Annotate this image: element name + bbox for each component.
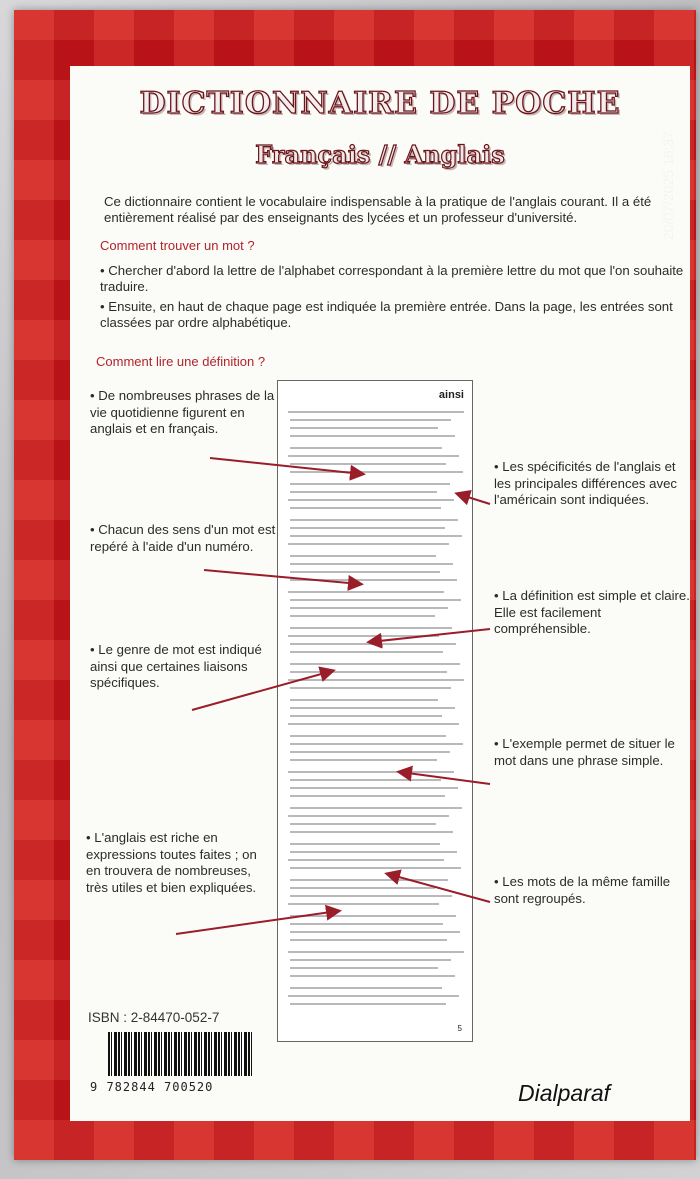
section-heading-find-word: Comment trouver un mot ? <box>100 238 255 253</box>
dictionary-headword: ainsi <box>438 389 464 401</box>
publisher-logo: Dialparaf <box>518 1080 611 1106</box>
book-back-cover <box>14 10 696 1160</box>
right-callout-specificities: • Les spécificités de l'anglais et les principales différences avec l'américain sont indiquées. <box>494 459 678 507</box>
arrow-left-1 <box>210 458 362 474</box>
intro-paragraph: Ce dictionnaire contient le vocabulaire indispensable à la pratique de l'anglais courant. Il a été entièrement réalisé par des enseignants des lycées et un professeur d'université. <box>104 194 652 225</box>
cover-title: DICTIONNAIRE DE POCHE <box>139 86 621 121</box>
left-callout-numbers: • Chacun des sens d'un mot est repéré à l'aide d'un numéro. <box>90 522 276 554</box>
arrow-right-4 <box>388 874 490 902</box>
cover-panel <box>70 66 690 1121</box>
photo-timestamp-wrap <box>660 131 700 256</box>
cover-subtitle: Français // Anglais <box>255 140 505 169</box>
left-callout-gender: • Le genre de mot est indiqué ainsi que certaines liaisons spécifiques. <box>90 642 262 690</box>
left-callout-expressions: • L'anglais est riche en expressions toutes faites ; on en trouvera de nombreuses, très utiles et bien expliquées. <box>86 830 257 895</box>
barcode-number: 9 782844 700520 <box>90 1080 214 1094</box>
callout-arrows <box>70 66 690 1121</box>
barcode <box>108 1032 252 1076</box>
bullet-item: • Chercher d'abord la lettre de l'alphabet correspondant à la première lettre du mot que l'on souhaite traduire. <box>100 263 684 294</box>
dictionary-page-number: 5 <box>457 1024 462 1033</box>
arrow-right-3 <box>400 772 490 784</box>
arrow-right-1 <box>458 494 490 504</box>
arrow-left-3 <box>192 671 332 710</box>
section-heading-read-definition: Comment lire une définition ? <box>96 354 266 369</box>
arrow-left-4 <box>176 911 338 934</box>
right-callout-family: • Les mots de la même famille sont regroupés. <box>494 874 671 906</box>
left-callout-phrases: • De nombreuses phrases de la vie quotidienne figurent en anglais et en français. <box>90 388 275 436</box>
arrow-left-2 <box>204 570 360 584</box>
right-callout-definition: • La définition est simple et claire. Elle est facilement compréhensible. <box>494 588 690 636</box>
bullet-item: • Ensuite, en haut de chaque page est indiquée la première entrée. Dans la page, les entrées sont classées par ordre alphabétique. <box>100 299 673 330</box>
right-callout-example: • L'exemple permet de situer le mot dans une phrase simple. <box>494 736 675 768</box>
arrow-right-2 <box>370 629 490 642</box>
isbn-label: ISBN : 2-84470-052-7 <box>88 1010 220 1025</box>
photo-timestamp: 20/07/2025 16:37 <box>660 131 676 240</box>
